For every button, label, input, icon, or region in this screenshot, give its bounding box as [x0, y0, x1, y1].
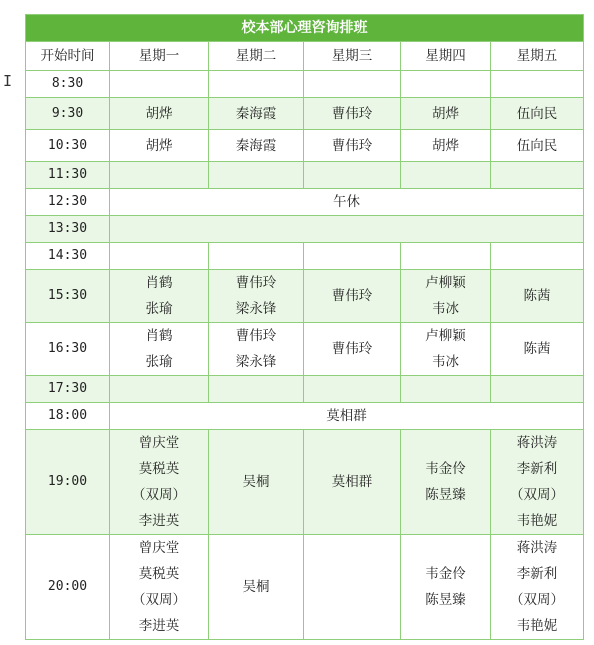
schedule-cell	[110, 98, 209, 130]
schedule-cell	[401, 430, 491, 535]
staff-name: 梁永锋	[235, 301, 277, 317]
staff-name: 蒋洪涛	[516, 435, 558, 451]
schedule-cell	[401, 71, 491, 98]
staff-name: 秦海霞	[235, 105, 277, 122]
schedule-cell	[209, 243, 304, 270]
schedule-cell	[110, 130, 209, 162]
staff-name: 莫相群	[331, 474, 373, 490]
schedule-cell	[110, 243, 209, 270]
table-row	[26, 376, 584, 403]
table-row	[26, 98, 584, 130]
schedule-cell	[401, 535, 491, 640]
schedule-cell	[209, 98, 304, 130]
time-cell: 16:30	[26, 323, 110, 376]
time-cell: 10:30	[26, 130, 110, 162]
staff-name: （双周）	[132, 487, 186, 503]
schedule-table-container	[25, 14, 583, 640]
schedule-cell	[491, 98, 584, 130]
staff-name: （双周）	[132, 592, 186, 608]
staff-name: 胡烨	[145, 137, 173, 154]
merged-cell: 莫相群	[110, 403, 584, 430]
staff-name: 曹伟玲	[331, 288, 373, 304]
table-row	[26, 403, 584, 430]
schedule-cell	[491, 270, 584, 323]
schedule-cell	[401, 243, 491, 270]
staff-name: 李进英	[138, 513, 180, 529]
staff-name: 梁永锋	[235, 354, 277, 370]
staff-name: 李新利	[516, 566, 558, 582]
table-row	[26, 71, 584, 98]
header-day: 星期三	[304, 42, 401, 71]
schedule-cell	[401, 130, 491, 162]
table-row	[26, 216, 584, 243]
schedule-cell	[209, 130, 304, 162]
schedule-cell	[304, 323, 401, 376]
schedule-cell	[304, 98, 401, 130]
schedule-cell	[491, 535, 584, 640]
staff-name: 吴桐	[242, 579, 270, 595]
schedule-cell	[209, 323, 304, 376]
staff-name: 张瑜	[145, 354, 173, 370]
time-cell: 15:30	[26, 270, 110, 323]
schedule-cell	[209, 71, 304, 98]
staff-name: 韦金伶	[425, 461, 466, 477]
schedule-cell	[401, 270, 491, 323]
staff-name: 韦艳妮	[516, 513, 558, 529]
staff-name: （双周）	[510, 592, 565, 608]
schedule-cell	[209, 270, 304, 323]
header-start-time: 开始时间	[26, 42, 110, 71]
schedule-cell	[209, 535, 304, 640]
table-row	[26, 189, 584, 216]
schedule-cell	[209, 430, 304, 535]
schedule-cell	[491, 430, 584, 535]
time-cell: 14:30	[26, 243, 110, 270]
schedule-cell	[401, 98, 491, 130]
time-cell: 11:30	[26, 162, 110, 189]
table-row	[26, 323, 584, 376]
schedule-body	[26, 71, 584, 640]
merged-cell	[110, 216, 584, 243]
staff-name: 陈昱臻	[425, 592, 466, 608]
time-cell: 20:00	[26, 535, 110, 640]
schedule-cell	[304, 270, 401, 323]
staff-name: 曹伟玲	[331, 341, 373, 357]
staff-name: 韦冰	[432, 301, 459, 317]
time-cell: 12:30	[26, 189, 110, 216]
schedule-cell	[110, 376, 209, 403]
table-row	[26, 243, 584, 270]
schedule-cell	[110, 71, 209, 98]
schedule-cell	[110, 270, 209, 323]
merged-cell: 午休	[110, 189, 584, 216]
schedule-cell	[491, 130, 584, 162]
staff-name: 卢柳颖	[425, 328, 466, 344]
schedule-cell	[401, 376, 491, 403]
header-day: 星期五	[491, 42, 584, 71]
header-row	[26, 42, 584, 71]
table-row	[26, 430, 584, 535]
staff-name: 胡烨	[145, 105, 173, 122]
schedule-cell	[304, 430, 401, 535]
schedule-cell	[209, 376, 304, 403]
text-cursor-icon: I	[3, 72, 13, 90]
staff-name: （双周）	[510, 487, 565, 503]
schedule-cell	[401, 323, 491, 376]
schedule-cell	[304, 71, 401, 98]
table-title: 校本部心理咨询排班	[26, 15, 584, 42]
staff-name: 韦金伶	[425, 566, 466, 582]
staff-name: 莫税英	[138, 461, 180, 477]
table-row	[26, 162, 584, 189]
staff-name: 胡烨	[432, 137, 459, 154]
schedule-cell	[110, 323, 209, 376]
schedule-cell	[491, 162, 584, 189]
staff-name: 曾庆堂	[138, 540, 180, 556]
time-cell: 19:00	[26, 430, 110, 535]
table-row	[26, 270, 584, 323]
staff-name: 伍向民	[516, 137, 558, 154]
schedule-cell	[209, 162, 304, 189]
schedule-cell	[110, 535, 209, 640]
staff-name: 曾庆堂	[138, 435, 180, 451]
schedule-cell	[401, 162, 491, 189]
staff-name: 李进英	[138, 618, 180, 634]
staff-name: 莫税英	[138, 566, 180, 582]
staff-name: 吴桐	[242, 474, 270, 490]
schedule-cell	[304, 376, 401, 403]
schedule-cell	[304, 535, 401, 640]
staff-name: 陈茜	[523, 288, 551, 304]
schedule-cell	[491, 376, 584, 403]
staff-name: 秦海霞	[235, 137, 277, 154]
schedule-table	[25, 14, 584, 640]
time-cell: 8:30	[26, 71, 110, 98]
staff-name: 曹伟玲	[331, 137, 373, 154]
schedule-cell	[304, 130, 401, 162]
schedule-cell	[491, 243, 584, 270]
staff-name: 韦冰	[432, 354, 459, 370]
table-row	[26, 130, 584, 162]
schedule-cell	[491, 71, 584, 98]
schedule-cell	[491, 323, 584, 376]
staff-name: 张瑜	[145, 301, 173, 317]
time-cell: 13:30	[26, 216, 110, 243]
staff-name: 肖鹤	[145, 328, 173, 344]
staff-name: 李新利	[516, 461, 558, 477]
staff-name: 陈茜	[523, 341, 551, 357]
schedule-cell	[110, 430, 209, 535]
time-cell: 18:00	[26, 403, 110, 430]
time-cell: 17:30	[26, 376, 110, 403]
time-cell: 9:30	[26, 98, 110, 130]
schedule-cell	[304, 243, 401, 270]
staff-name: 蒋洪涛	[516, 540, 558, 556]
staff-name: 伍向民	[516, 105, 558, 122]
staff-name: 胡烨	[432, 105, 459, 122]
schedule-cell	[304, 162, 401, 189]
staff-name: 曹伟玲	[331, 105, 373, 122]
header-day: 星期四	[401, 42, 491, 71]
header-day: 星期二	[209, 42, 304, 71]
table-row	[26, 535, 584, 640]
schedule-cell	[110, 162, 209, 189]
staff-name: 肖鹤	[145, 275, 173, 291]
staff-name: 曹伟玲	[235, 275, 277, 291]
staff-name: 陈昱臻	[425, 487, 466, 503]
header-day: 星期一	[110, 42, 209, 71]
staff-name: 韦艳妮	[516, 618, 558, 634]
staff-name: 曹伟玲	[235, 328, 277, 344]
staff-name: 卢柳颖	[425, 275, 466, 291]
